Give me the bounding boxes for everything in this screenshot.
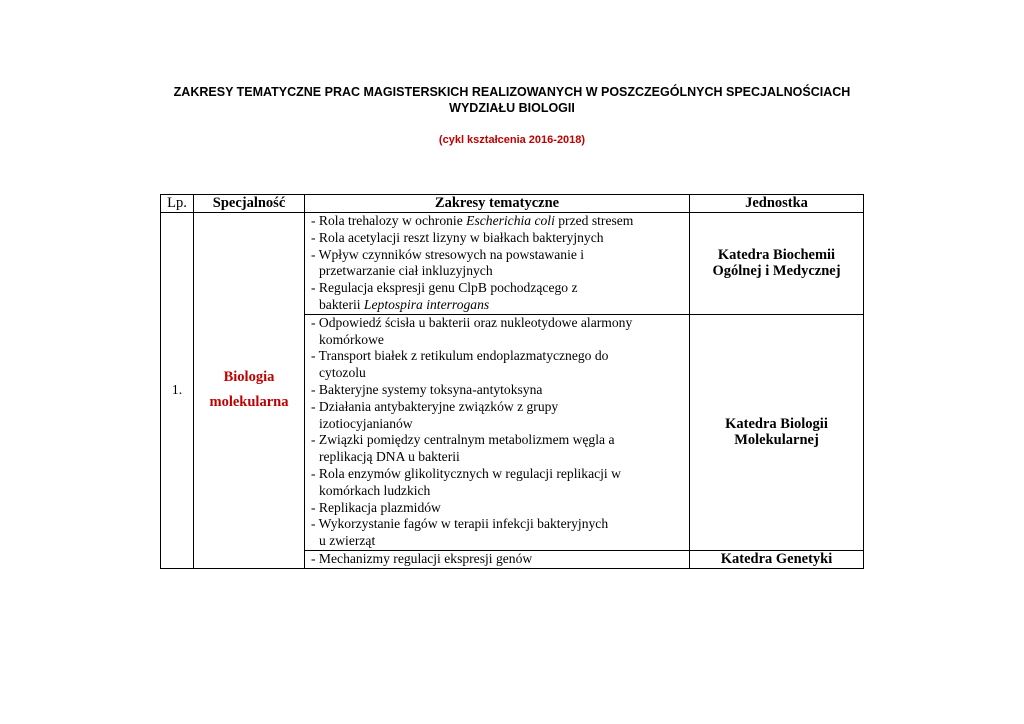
unit-line-1: Katedra Biochemii	[717, 246, 836, 263]
unit-line-1: Katedra Biologii	[725, 415, 828, 432]
topic-item-cont: replikacją DNA u bakterii	[319, 449, 460, 465]
topic-item-cont: bakterii Leptospira interrogans	[319, 296, 490, 312]
topic-item: - Transport białek z retikulum endoplazmatycznego do	[311, 348, 609, 364]
topic-item: - Działania antybakteryjne związków z grupy	[311, 398, 559, 414]
header-unit: Jednostka	[690, 195, 864, 213]
specialty-line-1: Biologia	[223, 369, 275, 386]
specialty-line-2: molekularna	[209, 394, 289, 411]
topic-item: - Bakteryjne systemy toksyna-antytoksyna	[311, 381, 543, 397]
topic-item-cont: u zwierząt	[319, 533, 376, 549]
topic-item: - Regulacja ekspresji genu ClpB pochodzącego z	[311, 280, 578, 296]
header-topics: Zakresy tematyczne	[305, 195, 690, 213]
unit-line-1: Katedra Genetyki	[720, 550, 833, 567]
cycle-subtitle: (cykl kształcenia 2016-2018)	[438, 134, 586, 146]
topic-item-cont: komórkowe	[319, 331, 384, 347]
unit-biologia-molekularna	[690, 314, 864, 550]
topic-item-cont: komórkach ludzkich	[319, 482, 431, 498]
unit-biochemia	[690, 213, 864, 315]
title-line-1: ZAKRESY TEMATYCZNE PRAC MAGISTERSKICH REALIZOWANYCH W POSZCZEGÓLNYCH SPECJALNOŚCIACH	[173, 85, 851, 99]
unit-genetyka	[690, 550, 864, 568]
topic-item: - Replikacja plazmidów	[311, 499, 441, 515]
topic-item-cont: izotiocyjanianów	[319, 415, 413, 431]
topic-item: - Rola enzymów glikolitycznych w regulacji replikacji w	[311, 465, 621, 481]
topic-item: - Mechanizmy regulacji ekspresji genów	[311, 550, 533, 566]
unit-line-2: Ogólnej i Medycznej	[712, 263, 841, 280]
topics-group-genetyka	[305, 550, 690, 568]
topic-item: - Rola acetylacji reszt lizyny w białkach bakteryjnych	[311, 229, 604, 245]
header-specialty: Specjalność	[194, 195, 305, 213]
row-lp: 1.	[161, 213, 194, 569]
topics-table	[160, 194, 864, 569]
table-header-row	[161, 195, 864, 213]
table-row	[161, 213, 864, 315]
topic-item-cont: cytozolu	[319, 365, 366, 381]
row-specialty	[194, 213, 305, 569]
document-title	[0, 84, 1024, 116]
unit-line-2: Molekularnej	[734, 432, 819, 449]
topics-group-biologia-molekularna	[305, 314, 690, 550]
topic-item-cont: przetwarzanie ciał inkluzyjnych	[319, 263, 493, 279]
title-line-2: WYDZIAŁU BIOLOGII	[449, 101, 575, 115]
topics-group-biochemia	[305, 213, 690, 315]
header-lp: Lp.	[161, 195, 194, 213]
topic-item: - Wykorzystanie fagów w terapii infekcji bakteryjnych	[311, 516, 609, 532]
topic-item: - Związki pomiędzy centralnym metabolizmem węgla a	[311, 432, 615, 448]
topic-item: - Rola trehalozy w ochronie Escherichia coli przed stresem	[311, 213, 634, 228]
topic-item: - Odpowiedź ścisła u bakterii oraz nukleotydowe alarmony	[311, 314, 633, 330]
topic-item: - Wpływ czynników stresowych na powstawanie i	[311, 246, 585, 262]
